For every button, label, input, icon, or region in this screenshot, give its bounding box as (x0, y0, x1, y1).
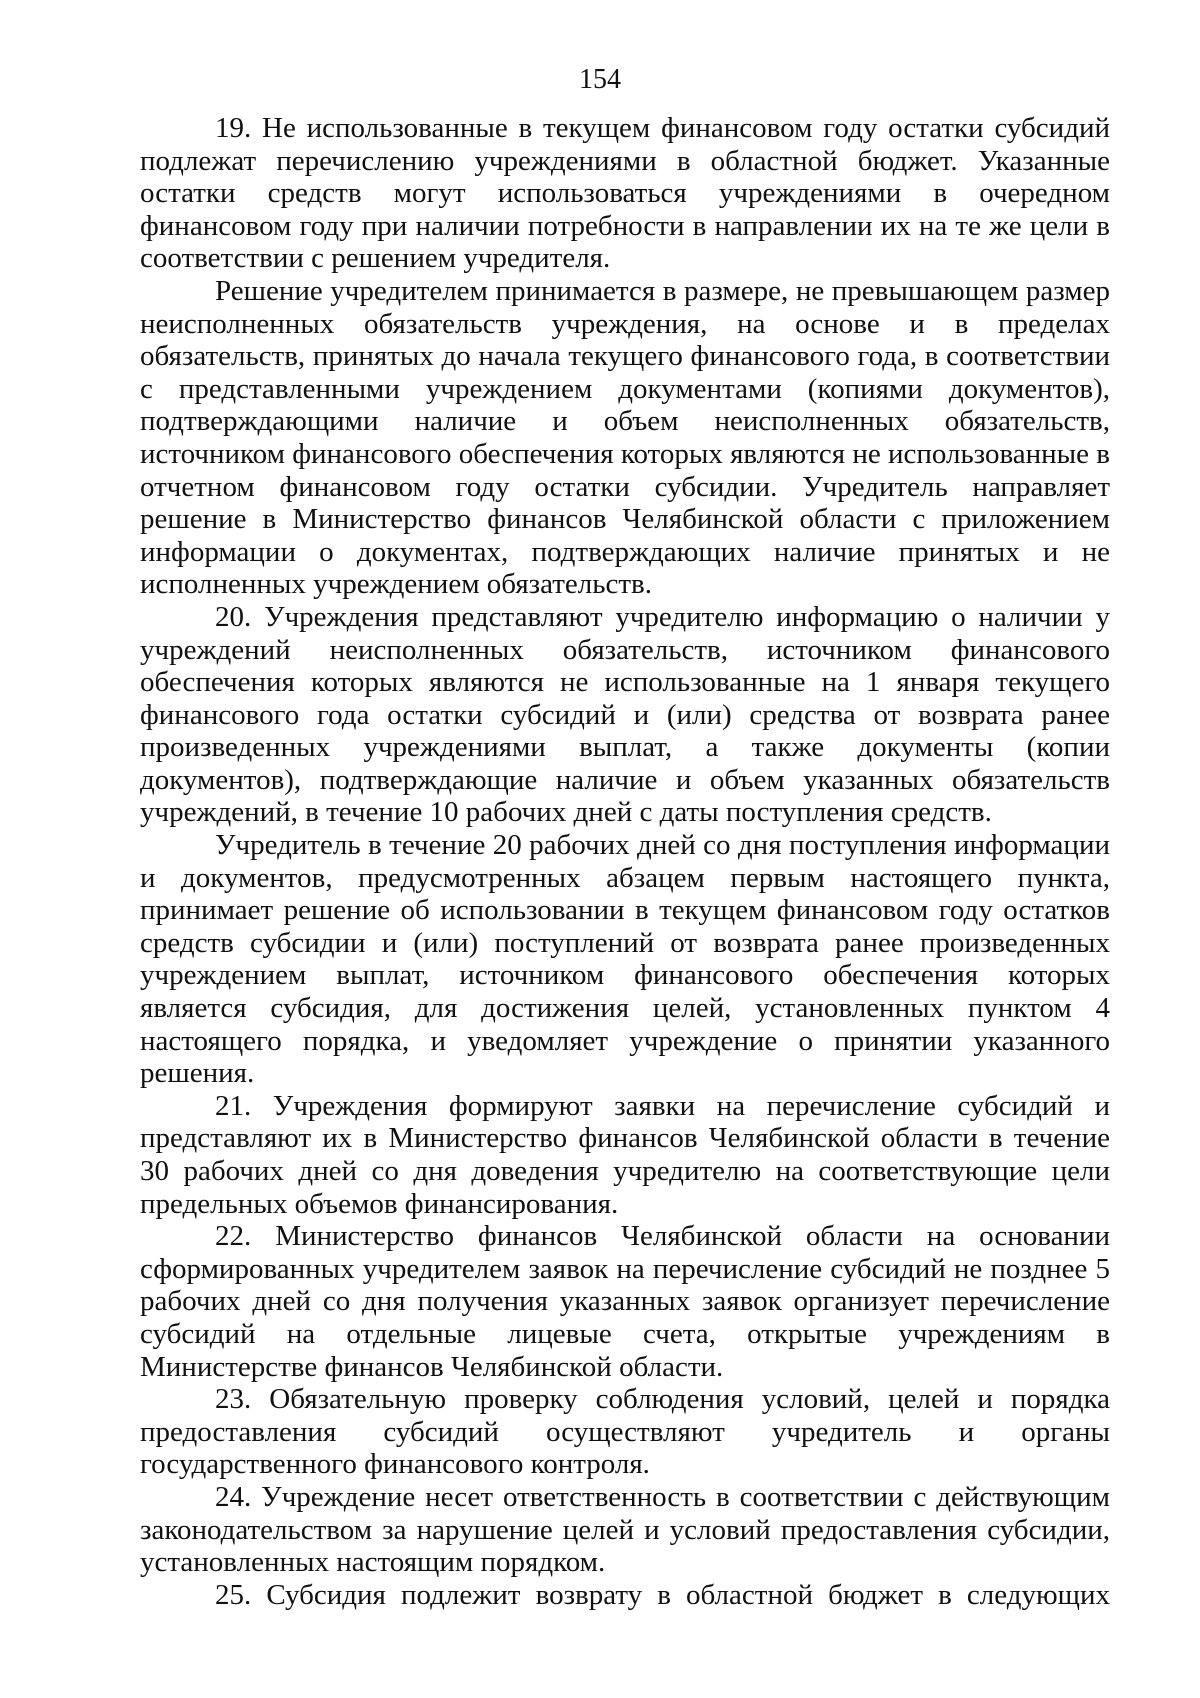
document-body (140, 112, 1110, 1611)
paragraph-22: 22. Министерство финансов Челябинской области на основании сформированных учредителем заявок на перечисление субсидий не позднее 5 рабочих дней со дня получения указанных заявок организует перечисление субсидий на отдельные лицевые счета, открытые учреждениям в Министерстве финансов Челябинской области. (140, 1220, 1110, 1383)
paragraph-19-decision: Решение учредителем принимается в размере, не превышающем размер неисполненных обязательств учреждения, на основе и в пределах обязательств, принятых до начала текущего финансового года, в соответствии с представленными учреждением документами (копиями документов), подтверждающими наличие и объем неисполненных обязательств, источником финансового обеспечения которых являются не использованные в отчетном финансовом году остатки субсидии. Учредитель направляет решение в Министерство финансов Челябинской области с приложением информации о документах, подтверждающих наличие принятых и не исполненных учреждением обязательств. (140, 274, 1110, 601)
paragraph-23: 23. Обязательную проверку соблюдения условий, целей и порядка предоставления субсидий осуществляют учредитель и органы государственного финансового контроля. (140, 1383, 1110, 1481)
paragraph-24: 24. Учреждение несет ответственность в соответствии с действующим законодательством за нарушение целей и условий предоставления субсидии, установленных настоящим порядком. (140, 1480, 1110, 1579)
paragraph-20-founder: Учредитель в течение 20 рабочих дней со дня поступления информации и документов, предусмотренных абзацем первым настоящего пункта, принимает решение об использовании в текущем финансовом году остатков средств субсидии и (или) поступлений от возврата ранее произведенных учреждением выплат, источником финансового обеспечения которых является субсидия, для достижения целей, установленных пунктом 4 настоящего порядка, и уведомляет учреждение о принятии указанного решения. (140, 829, 1110, 1090)
paragraph-20: 20. Учреждения представляют учредителю информацию о наличии у учреждений неисполненных обязательств, источником финансового обеспечения которых являются не использованные на 1 января текущего финансового года остатки субсидий и (или) средства от возврата ранее произведенных учреждениями выплат, а также документы (копии документов), подтверждающие наличие и объем указанных обязательств учреждений, в течение 10 рабочих дней с даты поступления средств. (140, 600, 1110, 829)
paragraph-21: 21. Учреждения формируют заявки на перечисление субсидий и представляют их в Министерство финансов Челябинской области в течение 30 рабочих дней со дня доведения учредителю на соответствующие цели предельных объемов финансирования. (140, 1089, 1110, 1220)
paragraph-25: 25. Субсидия подлежит возврату в областной бюджет в следующих (215, 1578, 1110, 1611)
paragraph-19: 19. Не использованные в текущем финансовом году остатки субсидий подлежат перечислению учреждениями в областной бюджет. Указанные остатки средств могут использоваться учреждениями в очередном финансовом году при наличии потребности в направлении их на те же цели в соответствии с решением учредителя. (140, 112, 1110, 275)
page-number: 154 (579, 64, 621, 95)
